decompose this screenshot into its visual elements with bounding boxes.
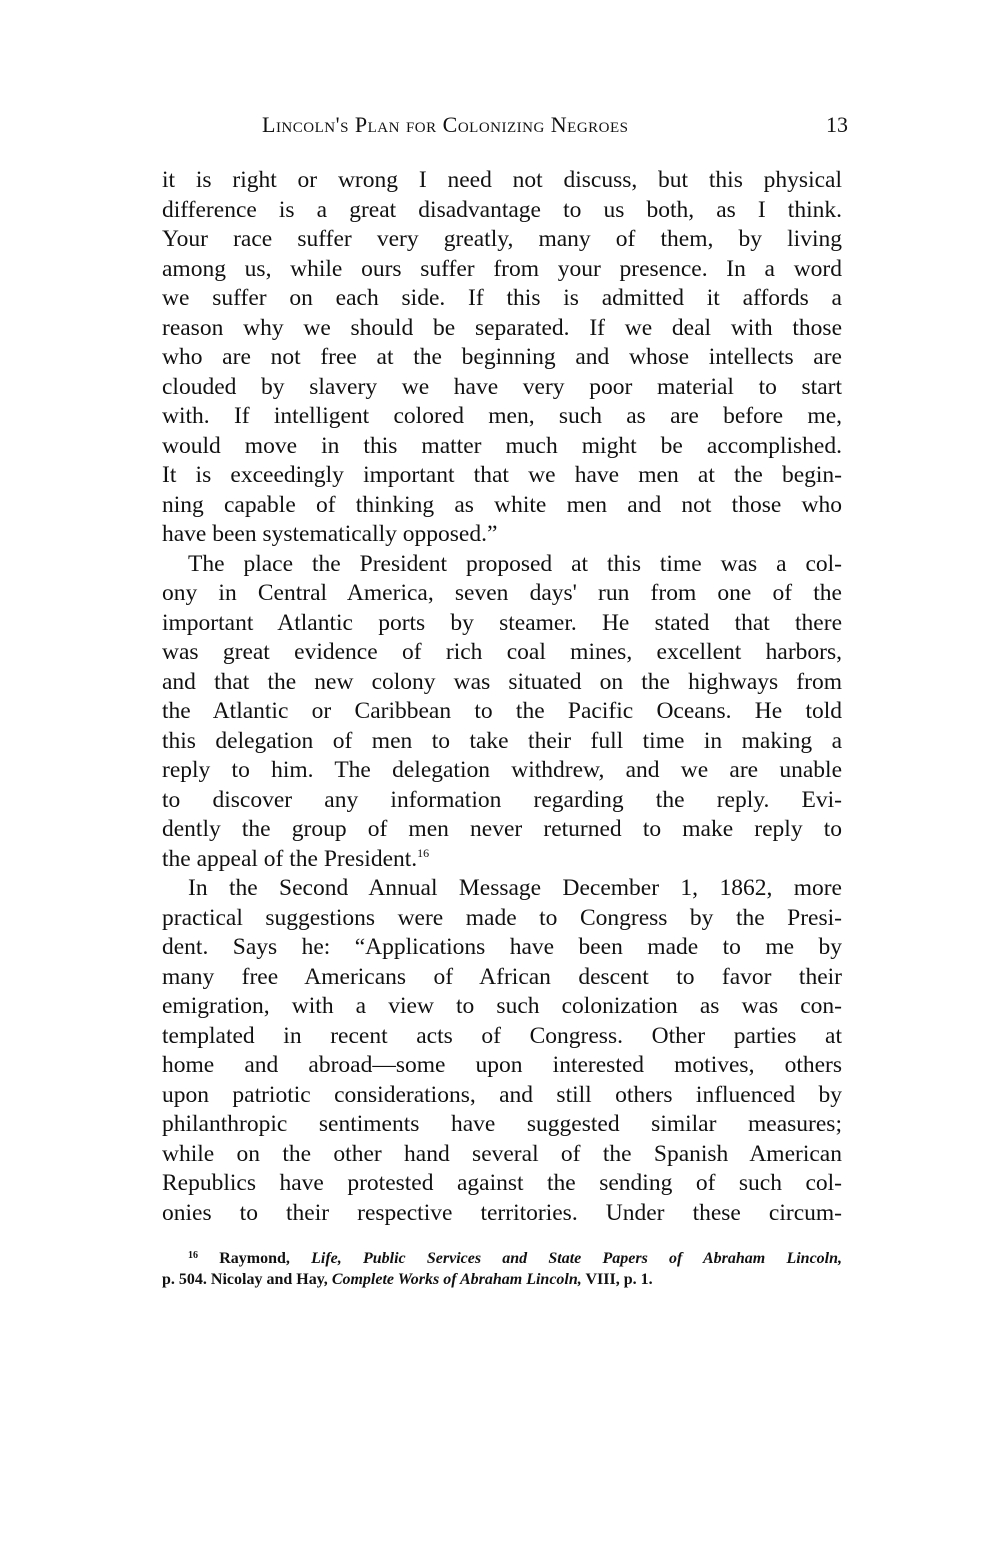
- text-line: with. If intelligent colored men, such as are before me,: [162, 403, 842, 429]
- text-line: and that the new colony was situated on the highways from: [162, 668, 842, 695]
- text-line: important Atlantic ports by steamer. He stated that there: [162, 609, 842, 636]
- text-line: among us, while ours suffer from your presence. In a word: [162, 255, 842, 282]
- text-line: it is right or wrong I need not discuss, but this physical: [162, 167, 842, 193]
- text-line: onies to their respective territories. Under these circum-: [162, 1199, 842, 1226]
- running-title: Lincoln's Plan for Colonizing Negroes: [262, 112, 629, 137]
- text-line: have been systematically opposed.”: [162, 521, 498, 547]
- text-line: ony in Central America, seven days' run from one of the: [162, 580, 842, 606]
- body-text: [162, 166, 842, 1228]
- text-line: In the Second Annual Message December 1, 1862, more: [188, 875, 842, 901]
- text-line: difference is a great disadvantage to us both, as I think.: [162, 196, 842, 223]
- footnote-text: VIII, p. 1.: [581, 1271, 653, 1288]
- text-line-content: the appeal of the President.: [162, 845, 418, 872]
- running-header: [262, 112, 848, 148]
- footnote-line: [162, 1268, 842, 1292]
- text-line: to discover any information regarding the reply. Evi-: [162, 786, 842, 813]
- text-line: ning capable of thinking as white men and not those who: [162, 491, 842, 518]
- footnote-title: Life, Public Services and State Papers of Abraham Lincoln,: [311, 1250, 843, 1267]
- text-line: dently the group of men never returned to make reply to: [162, 816, 842, 842]
- text-line: practical suggestions were made to Congress by the Presi-: [162, 904, 842, 931]
- footnote-author: Raymond,: [219, 1250, 312, 1267]
- text-line: upon patriotic considerations, and still others influenced by: [162, 1081, 842, 1108]
- paragraph: [162, 550, 842, 875]
- text-line: It is exceedingly important that we have men at the begin-: [162, 462, 842, 488]
- text-line: Republics have protested against the sending of such col-: [162, 1170, 842, 1196]
- text-line: the Atlantic or Caribbean to the Pacific Oceans. He told: [162, 698, 842, 724]
- text-line: while on the other hand several of the Spanish American: [162, 1140, 842, 1167]
- text-line: templated in recent acts of Congress. Other parties at: [162, 1022, 842, 1049]
- paragraph: [162, 166, 842, 550]
- text-line: Your race suffer very greatly, many of them, by living: [162, 226, 842, 252]
- text-line: emigration, with a view to such colonization as was con-: [162, 993, 842, 1019]
- footnote-title: Complete Works of Abraham Lincoln,: [331, 1271, 582, 1288]
- footnote-text: p. 504. Nicolay and Hay,: [162, 1271, 332, 1288]
- paragraph: [162, 874, 842, 1228]
- text-line: [162, 845, 842, 875]
- footnote-reference[interactable]: 16: [417, 845, 430, 860]
- text-line: would move in this matter much might be accomplished.: [162, 432, 842, 459]
- text-line: philanthropic sentiments have suggested similar measures;: [162, 1111, 842, 1137]
- footnote-line: [162, 1244, 842, 1268]
- footnotes: [162, 1244, 842, 1292]
- text-line: clouded by slavery we have very poor material to start: [162, 373, 842, 400]
- text-line: dent. Says he: “Applications have been made to me by: [162, 934, 842, 960]
- footnote-marker: 16: [188, 1250, 198, 1261]
- text-line: reply to him. The delegation withdrew, and we are unable: [162, 757, 842, 783]
- text-line: this delegation of men to take their full time in making a: [162, 727, 842, 754]
- text-line: we suffer on each side. If this is admitted it affords a: [162, 285, 842, 311]
- text-line: who are not free at the beginning and whose intellects are: [162, 344, 842, 370]
- text-line: many free Americans of African descent to favor their: [162, 963, 842, 990]
- text-line: was great evidence of rich coal mines, excellent harbors,: [162, 639, 842, 665]
- text-line: reason why we should be separated. If we deal with those: [162, 314, 842, 341]
- page-number: 13: [826, 112, 848, 137]
- text-line: The place the President proposed at this time was a col-: [188, 550, 842, 577]
- text-line: home and abroad—some upon interested motives, others: [162, 1052, 842, 1078]
